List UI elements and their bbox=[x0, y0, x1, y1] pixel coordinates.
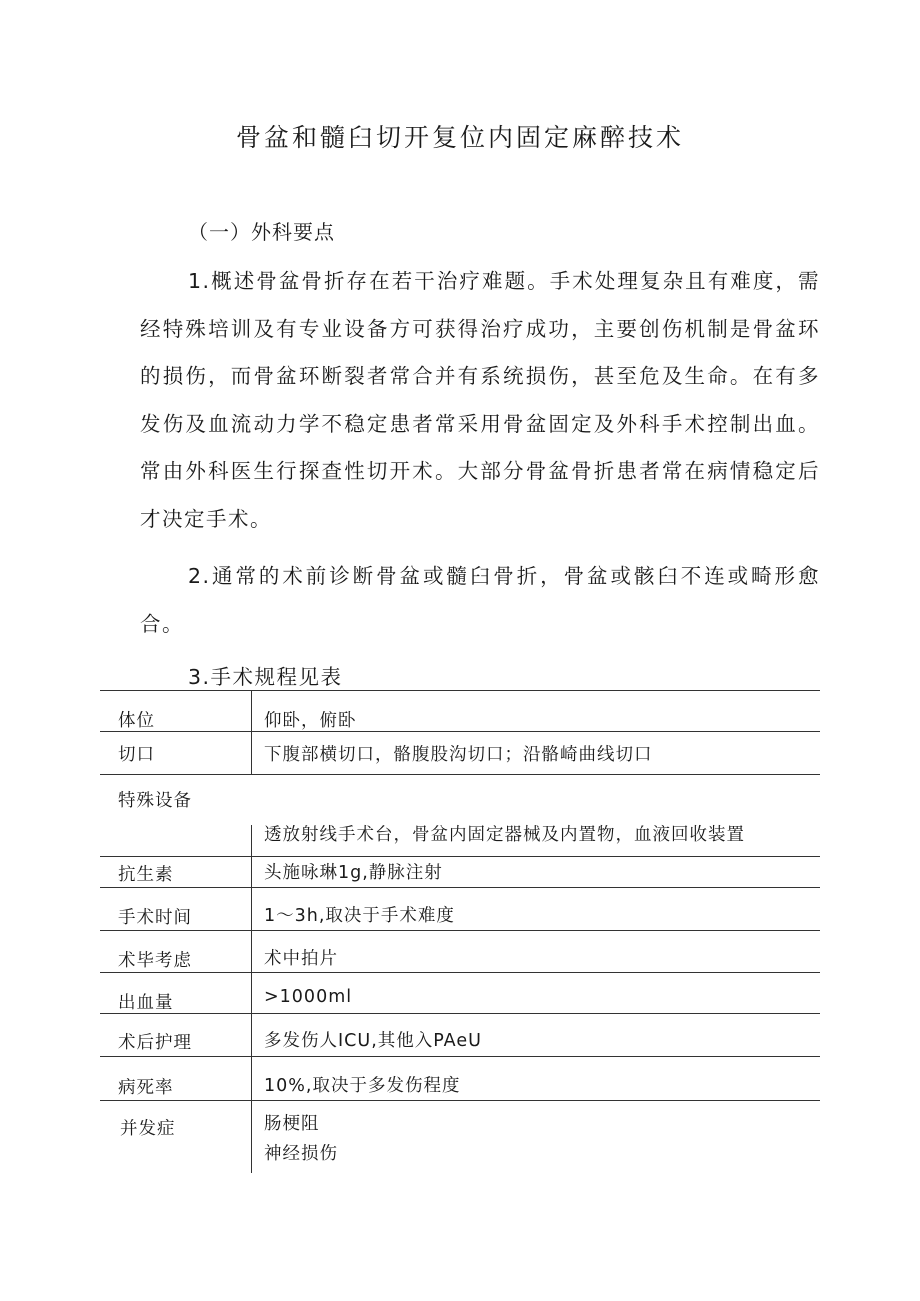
table-row bbox=[100, 930, 820, 972]
paragraph-1: 1.概述骨盆骨折存在若干治疗难题。手术处理复杂且有难度，需经特殊培训及有专业设备方可获得治疗成功，主要创伤机制是骨盆环的损伤，而骨盆环断裂者常合并有系统损伤，甚至危及生命。在有多发伤及血流动力学不稳定患者常采用骨盆固定及外科手术控制出血。常由外科医生行探查性切开术。大部分骨盆骨折患者常在病情稳定后才决定手术。 bbox=[140, 269, 820, 531]
row-value: 1～3h,取决于手术难度 bbox=[264, 906, 455, 926]
row-value: 仰卧，俯卧 bbox=[264, 711, 357, 731]
row-value: 多发伤人ICU,其他入PAeU bbox=[264, 1031, 482, 1051]
row-value-line: 肠梗阻 bbox=[264, 1114, 320, 1134]
column-divider bbox=[251, 691, 252, 731]
table-row bbox=[100, 972, 820, 1013]
column-divider bbox=[251, 732, 252, 774]
document-title: 骨盆和髓臼切开复位内固定麻醉技术 bbox=[235, 123, 684, 152]
column-divider bbox=[251, 973, 252, 1013]
row-label: 出血量 bbox=[118, 993, 174, 1013]
section-heading: （一）外科要点 bbox=[188, 220, 335, 244]
row-label: 体位 bbox=[118, 711, 155, 731]
row-label: 抗生素 bbox=[118, 865, 174, 885]
table-row bbox=[100, 774, 820, 856]
row-value: 10%,取决于多发伤程度 bbox=[264, 1076, 461, 1096]
column-divider bbox=[251, 931, 252, 972]
row-label: 病死率 bbox=[118, 1078, 174, 1098]
row-label: 特殊设备 bbox=[118, 791, 192, 811]
row-value: 透放射线手术台，骨盆内固定器械及内置物，血液回收装置 bbox=[264, 825, 745, 845]
row-value: >1000ml bbox=[264, 987, 353, 1007]
paragraph-2: 2.通常的术前诊断骨盆或髓臼骨折，骨盆或骸臼不连或畸形愈合。 bbox=[140, 564, 820, 636]
row-value: 头施咏琳1g,静脉注射 bbox=[264, 863, 443, 883]
table-row bbox=[100, 731, 820, 774]
row-label: 术毕考虑 bbox=[118, 951, 192, 971]
procedure-table bbox=[100, 690, 820, 1173]
column-divider bbox=[251, 1014, 252, 1056]
row-value: 下腹部横切口，骼腹股沟切口；沿骼崎曲线切口 bbox=[264, 745, 653, 765]
row-label: 切口 bbox=[118, 745, 155, 765]
row-value-line: 神经损伤 bbox=[264, 1144, 338, 1164]
row-label: 手术时间 bbox=[118, 908, 192, 928]
column-divider bbox=[251, 825, 252, 856]
column-divider bbox=[251, 1101, 252, 1173]
column-divider bbox=[251, 888, 252, 930]
table-row bbox=[100, 856, 820, 887]
column-divider bbox=[251, 857, 252, 887]
row-label: 术后护理 bbox=[118, 1033, 192, 1053]
row-label: 并发症 bbox=[120, 1119, 176, 1139]
table-row bbox=[100, 1100, 820, 1173]
table-row bbox=[100, 1056, 820, 1100]
row-value bbox=[264, 1109, 338, 1169]
row-value: 术中拍片 bbox=[264, 949, 338, 969]
table-row bbox=[100, 887, 820, 930]
column-divider bbox=[251, 1057, 252, 1100]
paragraph-3: 3.手术规程见表 bbox=[188, 665, 343, 689]
table-row bbox=[100, 690, 820, 731]
table-row bbox=[100, 1013, 820, 1056]
